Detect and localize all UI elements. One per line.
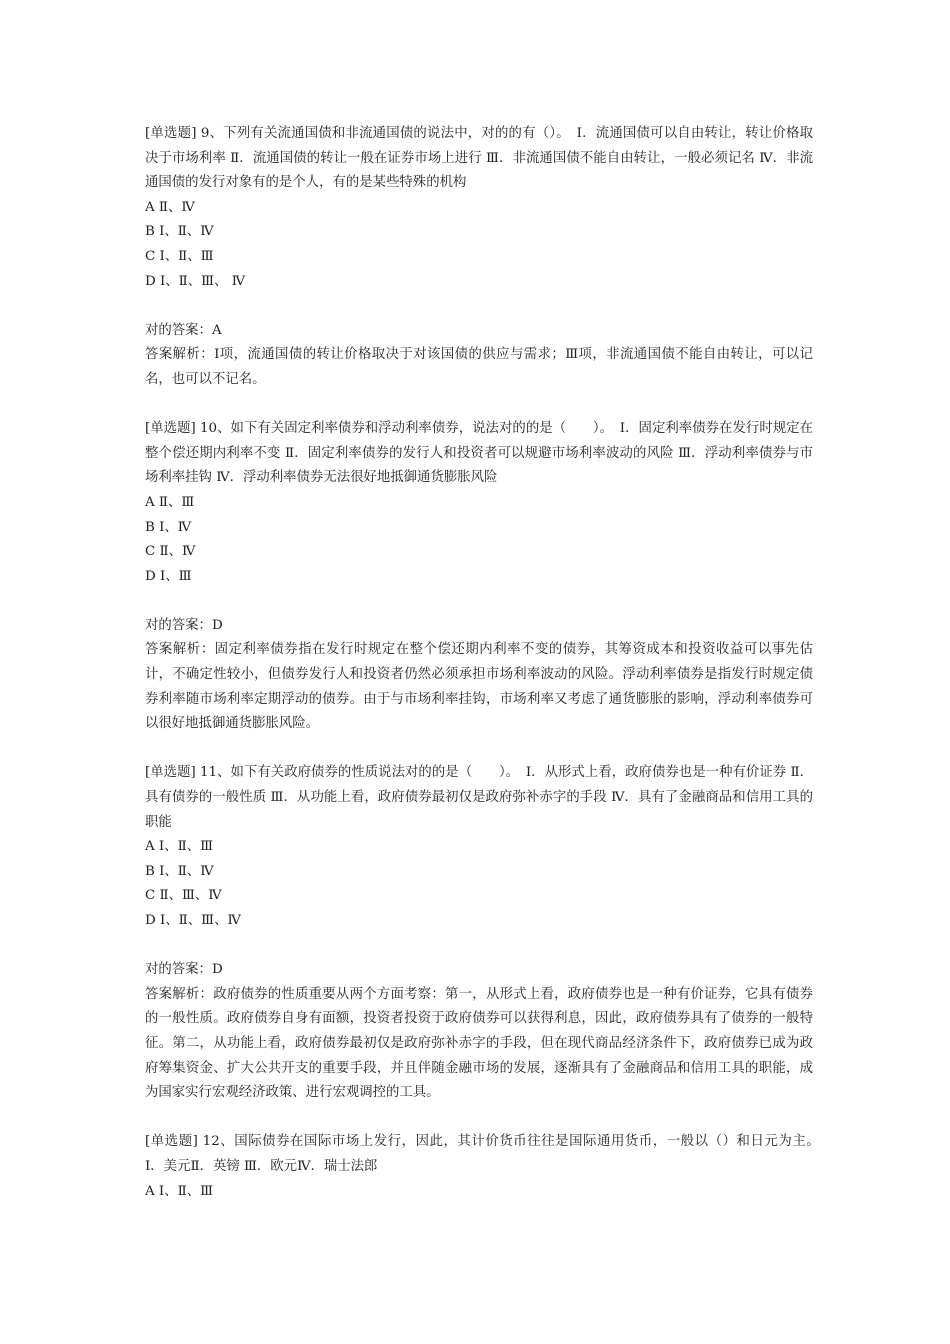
spacer (145, 294, 813, 319)
spacer (145, 393, 813, 418)
correct-answer: 对的答案：D (145, 617, 223, 633)
question-text: [单选题] 10、如下有关固定利率债券和浮动利率债券，说法对的的是（ ）。 Ⅰ．固定利率债券在发行时规定在整个偿还期内利率不变 Ⅱ．固定利率债券的发行人和投资者可以规避市场利率波动的风险 Ⅲ．浮动利率债券与市场利率挂钩 Ⅳ．浮动利率债券无法很好地抵御通货膨胀风险 (145, 421, 813, 486)
answer-analysis: 答案解析：固定利率债券指在发行时规定在整个偿还期内利率不变的债券，其筹资成本和投资收益可以事先估计，不确定性较小，但债券发行人和投资者仍然必须承担市场利率波动的风险。浮动利率债券是指发行时规定债券利率随市场利率定期浮动的债券。由于与市场利率挂钩，市场利率又考虑了通货膨胀的影响，浮动利率债券可以很好地抵御通货膨胀风险。 (145, 642, 813, 732)
option-b: B Ⅰ、Ⅱ、Ⅳ (145, 863, 214, 879)
question-text: [单选题] 12、国际债券在国际市场上发行，因此，其计价货币往往是国际通用货币，一般以（）和日元为主。 Ⅰ．美元Ⅱ．英镑 Ⅲ．欧元Ⅳ．瑞士法郎 (145, 1134, 827, 1174)
document-page (145, 122, 827, 1204)
option-c: C Ⅱ、Ⅳ (145, 544, 196, 560)
option-a: A Ⅱ、Ⅳ (145, 199, 195, 215)
answer-analysis: 答案解析：Ⅰ项，流通国债的转让价格取决于对该国债的供应与需求；Ⅲ项，非流通国债不能自由转让，可以记名，也可以不记名。 (145, 347, 813, 387)
correct-answer: 对的答案：D (145, 962, 223, 978)
option-d: D Ⅰ、Ⅱ、Ⅲ、 Ⅳ (145, 273, 246, 289)
question-block (145, 761, 813, 1130)
correct-answer: 对的答案：A (145, 322, 222, 338)
option-c: C Ⅰ、Ⅱ、Ⅲ (145, 248, 214, 264)
option-d: D Ⅰ、Ⅲ (145, 568, 192, 584)
option-b: B Ⅰ、Ⅱ、Ⅳ (145, 224, 214, 240)
option-a: A Ⅰ、Ⅱ、Ⅲ (145, 839, 214, 855)
spacer (145, 737, 813, 762)
answer-analysis: 答案解析：政府债券的性质重要从两个方面考察：第一，从形式上看，政府债券也是一种有价证券，它具有债券的一般性质。政府债券自身有面额，投资者投资于政府债券可以获得利息，因此，政府债券具有了债券的一般特征。第二，从功能上看，政府债券最初仅是政府弥补赤字的手段，但在现代商品经济条件下，政府债券已成为政府筹集资金、扩大公共开支的重要手段，并且伴随金融市场的发展，逐渐具有了金融商品和信用工具的职能，成为国家实行宏观经济政策、进行宏观调控的工具。 (145, 986, 813, 1101)
option-b: B Ⅰ、Ⅳ (145, 519, 192, 535)
option-d: D Ⅰ、Ⅱ、Ⅲ、Ⅳ (145, 913, 241, 928)
option-a: A Ⅱ、Ⅲ (145, 494, 195, 510)
question-block (145, 122, 813, 417)
spacer (145, 1106, 813, 1131)
question-text: [单选题] 11、如下有关政府债券的性质说法对的的是（ ）。 Ⅰ．从形式上看，政府债券也是一种有价证券 Ⅱ．具有债券的一般性质 Ⅲ．从功能上看，政府债券最初仅是政府弥补赤字的手段 Ⅳ．具有了金融商品和信用工具的职能 (145, 765, 813, 830)
option-c: C Ⅱ、Ⅲ、Ⅳ (145, 888, 222, 904)
spacer (145, 589, 813, 614)
question-block (145, 417, 813, 761)
question-text: [单选题] 9、下列有关流通国债和非流通国债的说法中，对的的有（）。 Ⅰ．流通国债可以自由转让，转让价格取决于市场利率 Ⅱ．流通国债的转让一般在证券市场上进行 Ⅲ．非流通国债不能自由转让，一般必须记名 Ⅳ．非流通国债的发行对象有的是个人，有的是某些特殊的机构 (145, 126, 813, 191)
spacer (145, 934, 813, 959)
option-a: A Ⅰ、Ⅱ、Ⅲ (145, 1183, 214, 1199)
question-block (145, 1130, 827, 1204)
